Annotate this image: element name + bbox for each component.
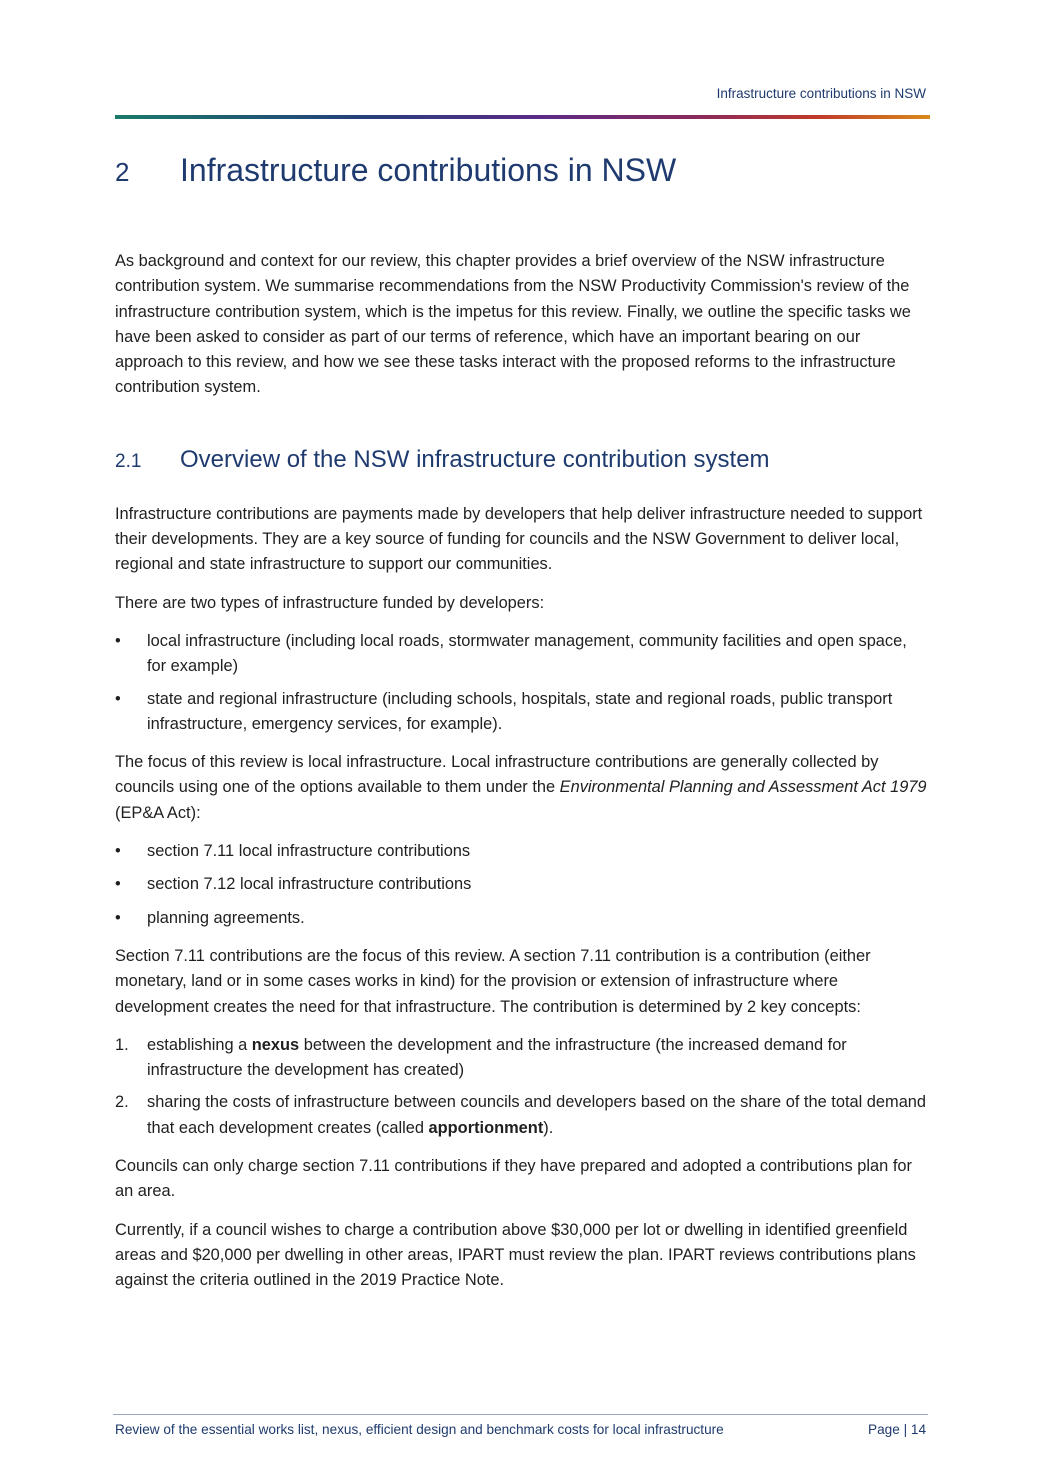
act-name: Environmental Planning and Assessment Act 1979	[559, 778, 927, 797]
paragraph: Section 7.11 contributions are the focus of this review. A section 7.11 contribution is a contribution (either monetary, land or in some cases works in kind) for the provision or extension of infrastructure where development creates the need for that infrastructure. The contribution is determined by 2 key concepts:	[115, 946, 871, 1016]
intro-paragraph: As background and context for our review, this chapter provides a brief overview of the NSW infrastructure contribution system. We summarise recommendations from the NSW Productivity Commission's review of the infrastructure contribution system, which is the impetus for this review. Finally, we outline the specific tasks we have been asked to consider as part of our terms of reference, which have an important bearing on our approach to this review, and how we see these tasks interact with the proposed reforms to the infrastructure contribution system.	[115, 252, 911, 397]
paragraph: Councils can only charge section 7.11 contributions if they have prepared and adopted a contributions plan for an area.	[115, 1157, 912, 1201]
paragraph: Currently, if a council wishes to charge a contribution above $30,000 per lot or dwelling in identified greenfield areas and $20,000 per dwelling in other areas, IPART must review the plan. IPART reviews contributions plans against the criteria outlined in the 2019 Practice Note.	[115, 1220, 916, 1290]
header-gradient-rule	[115, 115, 930, 119]
key-term: nexus	[251, 1035, 300, 1054]
list-item: • planning agreements.	[115, 906, 930, 931]
list-number: 1.	[115, 1035, 129, 1054]
paragraph: The focus of this review is local infrastructure. Local infrastructure contributions are generally collected by councils using one of the options available to them under the Environmental Planning and Assessment Act 1979 (EP&A Act):	[115, 753, 927, 822]
paragraph: Infrastructure contributions are payments made by developers that help deliver infrastructure needed to support their developments. They are a key source of funding for councils and the NSW Government to deliver local, regional and state infrastructure to support our communities.	[115, 504, 923, 574]
footer-document-title: Review of the essential works list, nexus, efficient design and benchmark costs for local infrastructure	[115, 1422, 724, 1437]
list-number: 2.	[115, 1093, 129, 1112]
list-item: • local infrastructure (including local roads, stormwater management, community facilities and open space, for example)	[115, 629, 930, 680]
running-header: Infrastructure contributions in NSW	[716, 86, 926, 101]
section-number: 2.1	[115, 450, 142, 472]
chapter-title: Infrastructure contributions in NSW	[180, 152, 677, 188]
section-title: Overview of the NSW infrastructure contribution system	[180, 445, 770, 473]
section-heading	[115, 445, 930, 477]
key-concepts-list	[115, 1033, 930, 1141]
bullet-icon: •	[115, 631, 121, 650]
list-item: 2. sharing the costs of infrastructure between councils and developers based on the share of the total demand that each development creates (called apportionment).	[115, 1090, 930, 1141]
key-term: apportionment	[428, 1118, 544, 1137]
page-number: Page | 14	[868, 1422, 926, 1437]
bullet-icon: •	[115, 875, 121, 894]
bullet-icon: •	[115, 908, 121, 927]
infrastructure-types-list	[115, 629, 930, 737]
bullet-icon: •	[115, 689, 121, 708]
bullet-icon: •	[115, 842, 121, 861]
contribution-options-list	[115, 839, 930, 931]
paragraph: There are two types of infrastructure funded by developers:	[115, 593, 545, 612]
body-content	[115, 249, 930, 1307]
footer-rule	[113, 1414, 928, 1415]
chapter-heading	[115, 152, 930, 189]
list-item: • section 7.12 local infrastructure contributions	[115, 872, 930, 897]
list-item: 1. establishing a nexus between the development and the infrastructure (the increased demand for infrastructure the development has created)	[115, 1033, 930, 1084]
chapter-number: 2	[115, 157, 130, 187]
list-item: • section 7.11 local infrastructure contributions	[115, 839, 930, 864]
list-item: • state and regional infrastructure (including schools, hospitals, state and regional roads, public transport infrastructure, emergency services, for example).	[115, 687, 930, 738]
